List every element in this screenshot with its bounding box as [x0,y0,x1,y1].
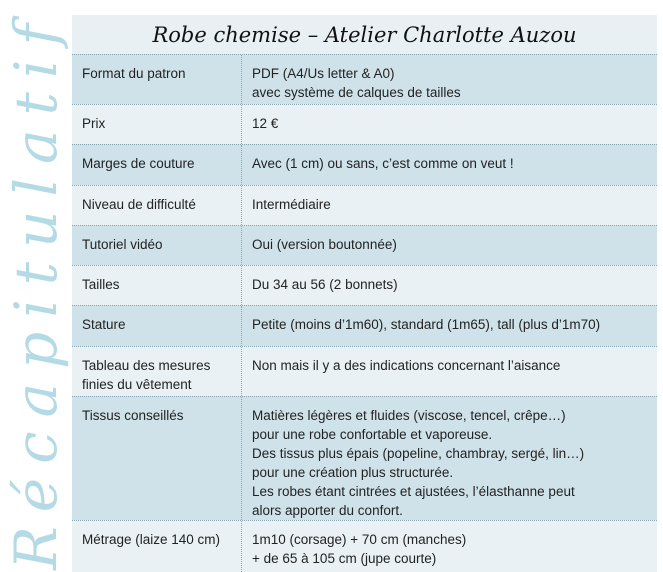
value-line: pour une robe confortable et vaporeuse. [252,427,493,442]
row-label [72,145,241,185]
row-value [241,226,657,265]
label-line: Métrage (laize 140 cm) [82,532,221,547]
value-line: pour une création plus structurée. [252,465,454,480]
row-value [241,521,657,572]
label-line: Stature [82,317,126,332]
label-line: Prix [82,116,106,131]
table-row [72,346,657,396]
value-line: Des tissus plus épais (popeline, chambray, sergé, lin…) [252,446,585,461]
row-label [72,186,241,225]
label-line: Tissus conseillés [82,408,184,423]
label-line: Marges de couture [82,156,195,171]
row-value [241,347,657,396]
row-label [72,226,241,265]
row-value [241,105,657,144]
side-label: Récapitulatif [2,10,70,570]
row-label [72,397,241,520]
value-line: Petite (moins d’1m60), standard (1m65), tall (plus d’1m70) [252,317,601,332]
table-title: Robe chemise – Atelier Charlotte Auzou [72,15,657,54]
label-line: Niveau de difficulté [82,197,196,212]
label-line: Tableau des mesures [82,358,211,373]
label-line: Tailles [82,277,120,292]
value-line: Oui (version boutonnée) [252,237,397,252]
table-row [72,265,657,305]
value-line: 12 € [252,116,279,131]
table-row [72,144,657,185]
summary-table [72,15,657,572]
value-line: Matières légères et fluides (viscose, tencel, crêpe…) [252,408,566,423]
value-line: Les robes étant cintrées et ajustées, l’élasthanne peut [252,484,575,499]
table-row [72,54,657,104]
label-line: finies du vêtement [82,377,192,392]
table-row [72,225,657,265]
value-line: PDF (A4/Us letter & A0) [252,66,395,81]
label-line: Tutoriel vidéo [82,237,163,252]
row-label [72,347,241,396]
row-value [241,55,657,104]
value-line: Du 34 au 56 (2 bonnets) [252,277,398,292]
row-label [72,521,241,572]
row-value [241,145,657,185]
row-label [72,266,241,305]
table-row [72,396,657,520]
value-line: 1m10 (corsage) + 70 cm (manches) [252,532,467,547]
value-line: Intermédiaire [252,197,331,212]
table-row [72,104,657,144]
row-value [241,397,657,520]
row-label [72,306,241,346]
value-line: Non mais il y a des indications concernant l’aisance [252,358,561,373]
row-label [72,105,241,144]
table-row [72,305,657,346]
table-row [72,520,657,572]
row-value [241,186,657,225]
row-label [72,55,241,104]
row-value [241,306,657,346]
value-line: + de 65 à 105 cm (jupe courte) [252,551,437,566]
table-row [72,185,657,225]
value-line: alors apporter du confort. [252,503,403,518]
label-line: Format du patron [82,66,186,81]
value-line: avec système de calques de tailles [252,85,461,100]
value-line: Avec (1 cm) ou sans, c’est comme on veut ! [252,156,514,171]
row-value [241,266,657,305]
